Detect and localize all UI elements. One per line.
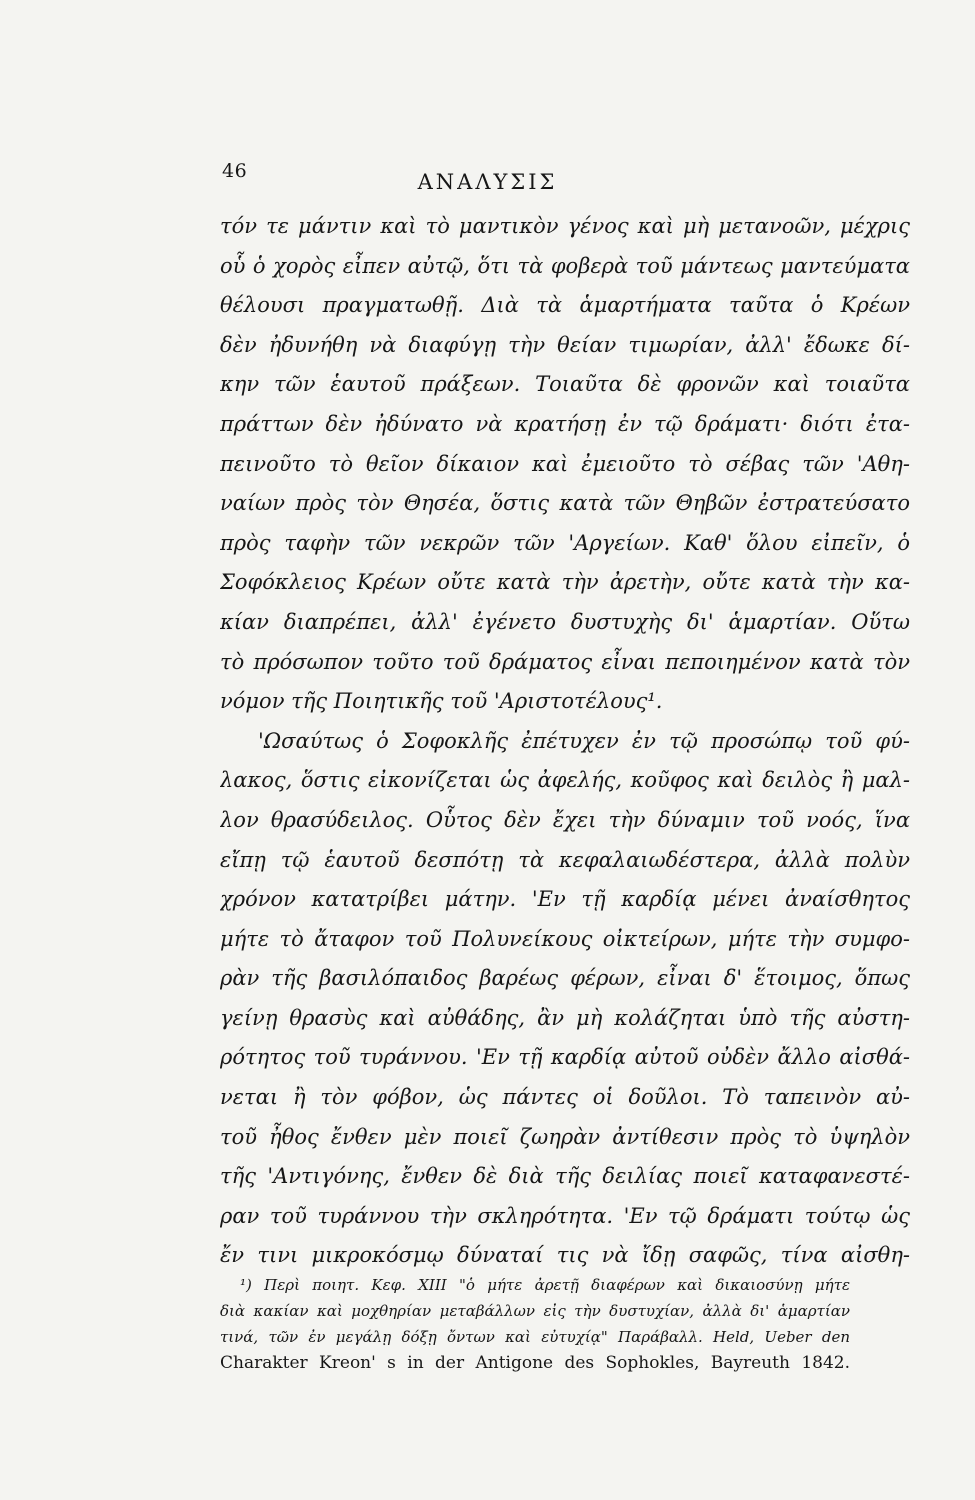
footnote bbox=[220, 1272, 850, 1376]
text-line: 'Ωσαύτως ὁ Σοφοκλῆς ἐπέτυχεν ἐν τῷ προσώπῳ τοῦ φύ- bbox=[258, 728, 910, 753]
text-line: κίαν διαπρέπει, ἀλλ' ἐγένετο δυστυχὴς δι' ἁμαρτίαν. Οὕτω bbox=[220, 609, 910, 634]
footnote-line: τινά, τῶν ἐν μεγάλῃ δόξῃ ὄντων καὶ εὐτυχίᾳ" Παράβαλλ. Held, Ueber den bbox=[220, 1328, 850, 1346]
footnote-line: Charakter Kreon' s in der Antigone des Sophokles, Bayreuth 1842. bbox=[220, 1353, 850, 1373]
text-line: νόμον τῆς Ποιητικῆς τοῦ 'Αριστοτέλους¹. bbox=[220, 689, 663, 714]
body-text bbox=[220, 207, 910, 1276]
text-line: ἔν τινι μικροκόσμῳ δύναταί τις νὰ ἴδῃ σαφῶς, τίνα αἰσθη- bbox=[220, 1243, 910, 1268]
text-line: εἴπῃ τῷ ἑαυτοῦ δεσπότῃ τὰ κεφαλαιωδέστερα, ἀλλὰ πολὺν bbox=[220, 847, 910, 872]
text-line: θέλουσι πραγματωθῇ. Διὰ τὰ ἁμαρτήματα ταῦτα ὁ Κρέων bbox=[220, 293, 910, 318]
text-line: τῆς 'Αντιγόνης, ἔνθεν δὲ διὰ τῆς δειλίας ποιεῖ καταφανεστέ- bbox=[220, 1164, 910, 1189]
text-line: τοῦ ἦθος ἔνθεν μὲν ποιεῖ ζωηρὰν ἀντίθεσιν πρὸς τὸ ὑψηλὸν bbox=[220, 1124, 910, 1149]
text-line: μήτε τὸ ἄταφον τοῦ Πολυνείκους οἰκτείρων, μήτε τὴν συμφο- bbox=[220, 926, 910, 951]
footnote-line: ¹) Περὶ ποιητ. Κεφ. XIII "ὁ μήτε ἀρετῇ διαφέρων καὶ δικαιοσύνῃ μήτε bbox=[240, 1276, 850, 1294]
text-line: λακος, ὅστις εἰκονίζεται ὡς ἀφελής, κοῦφος καὶ δειλὸς ἢ μαλ- bbox=[220, 768, 910, 793]
text-line: ρὰν τῆς βασιλόπαιδος βαρέως φέρων, εἶναι δ' ἕτοιμος, ὅπως bbox=[220, 966, 910, 991]
text-line: ρότητος τοῦ τυράννου. 'Εν τῇ καρδίᾳ αὐτοῦ οὐδὲν ἄλλο αἰσθά- bbox=[220, 1045, 910, 1070]
text-line: νεται ἢ τὸν φόβον, ὡς πάντες οἱ δοῦλοι. Τὸ ταπεινὸν αὐ- bbox=[220, 1085, 910, 1110]
footnote-line: διὰ κακίαν καὶ μοχθηρίαν μεταβάλλων εἰς τὴν δυστυχίαν, ἀλλὰ δι' ἁμαρτίαν bbox=[220, 1302, 850, 1320]
text-line: τὸ πρόσωπον τοῦτο τοῦ δράματος εἶναι πεποιημένον κατὰ τὸν bbox=[220, 649, 910, 674]
text-line: τόν τε μάντιν καὶ τὸ μαντικὸν γένος καὶ μὴ μετανοῶν, μέχρις bbox=[220, 214, 910, 238]
text-line: πεινοῦτο τὸ θεῖον δίκαιον καὶ ἐμειοῦτο τὸ σέβας τῶν 'Αθη- bbox=[220, 451, 910, 476]
text-line: ραν τοῦ τυράννου τὴν σκληρότητα. 'Εν τῷ δράματι τούτῳ ὡς bbox=[220, 1203, 910, 1228]
text-line: κην τῶν ἑαυτοῦ πράξεων. Τοιαῦτα δὲ φρονῶν καὶ τοιαῦτα bbox=[220, 372, 910, 397]
running-title: ΑΝΑΛΥΣΙΣ bbox=[417, 170, 558, 194]
text-line: γείνῃ θρασὺς καὶ αὐθάδης, ἂν μὴ κολάζηται ὑπὸ τῆς αὐστη- bbox=[220, 1005, 910, 1030]
text-line: οὗ ὁ χορὸς εἶπεν αὐτῷ, ὅτι τὰ φοβερὰ τοῦ μάντεως μαντεύματα bbox=[220, 253, 910, 278]
text-line: Σοφόκλειος Κρέων οὔτε κατὰ τὴν ἀρετὴν, οὔτε κατὰ τὴν κα- bbox=[220, 570, 910, 595]
text-line: χρόνον κατατρίβει μάτην. 'Εν τῇ καρδίᾳ μένει ἀναίσθητος bbox=[220, 887, 910, 912]
text-line: πρὸς ταφὴν τῶν νεκρῶν τῶν 'Αργείων. Καθ' ὅλου εἰπεῖν, ὁ bbox=[220, 530, 910, 555]
text-line: πράττων δὲν ἠδύνατο νὰ κρατήσῃ ἐν τῷ δράματι· διότι ἐτα- bbox=[220, 411, 910, 436]
text-line: δὲν ἠδυνήθη νὰ διαφύγῃ τὴν θείαν τιμωρίαν, ἀλλ' ἔδωκε δί- bbox=[220, 332, 910, 357]
text-line: ναίων πρὸς τὸν Θησέα, ὅστις κατὰ τῶν Θηβῶν ἐστρατεύσατο bbox=[220, 491, 910, 516]
page-number: 46 bbox=[222, 160, 248, 182]
text-line: λον θρασύδειλος. Οὗτος δὲν ἔχει τὴν δύναμιν τοῦ νοός, ἵνα bbox=[220, 807, 910, 832]
